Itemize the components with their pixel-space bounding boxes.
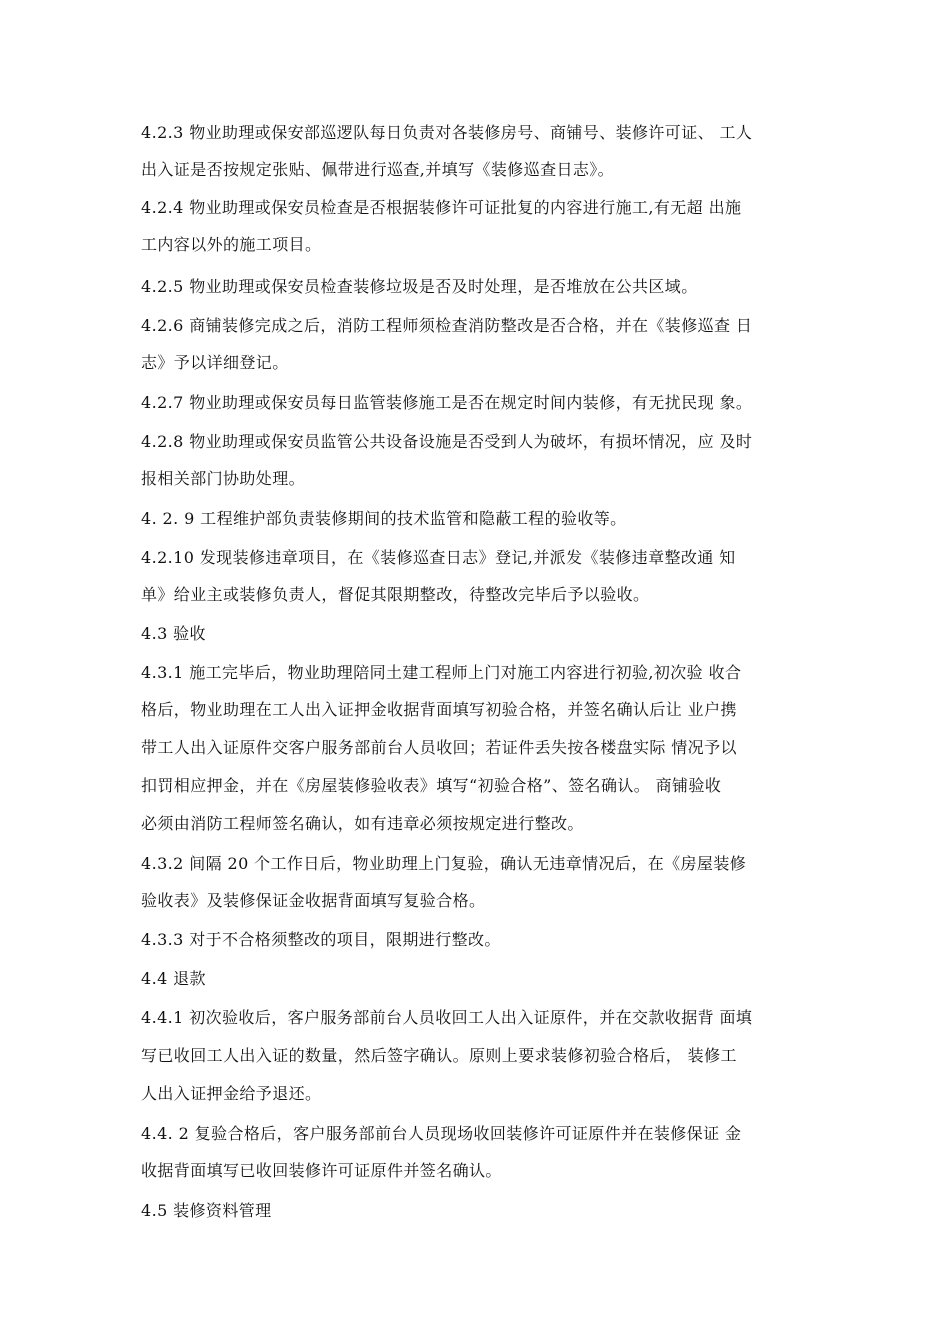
section-heading: 4.5 装修资料管理 (141, 1201, 272, 1220)
text-line: 4.2.4 物业助理或保安员检查是否根据装修许可证批复的内容进行施工,有无超 出施 (141, 198, 742, 217)
text-line: 4.2.6 商铺装修完成之后，消防工程师须检查消防整改是否合格，并在《装修巡查 日 (141, 316, 753, 335)
text-line: 报相关部门协助处理。 (141, 469, 306, 488)
text-line: 志》予以详细登记。 (141, 353, 289, 372)
text-line: 带工人出入证原件交客户服务部前台人员收回；若证件丢失按各楼盘实际 情况予以 (141, 738, 737, 757)
text-line: 4.2.7 物业助理或保安员每日监管装修施工是否在规定时间内装修，有无扰民现 象。 (141, 393, 753, 412)
text-line: 4.2.3 物业助理或保安部巡逻队每日负责对各装修房号、商铺号、装修许可证、 工人 (141, 123, 753, 142)
text-line: 4.3.3 对于不合格须整改的项目，限期进行整改。 (141, 930, 501, 949)
text-line: 4.3.1 施工完毕后，物业助理陪同土建工程师上门对施工内容进行初验,初次验 收合 (141, 663, 742, 682)
text-line: 收据背面填写已收回装修许可证原件并签名确认。 (141, 1161, 502, 1180)
text-line: 工内容以外的施工项目。 (141, 235, 322, 254)
text-line: 格后，物业助理在工人出入证押金收据背面填写初验合格，并签名确认后让 业户携 (141, 700, 737, 719)
text-line: 写已收回工人出入证的数量，然后签字确认。原则上要求装修初验合格后， 装修工 (141, 1046, 737, 1065)
text-line: 人出入证押金给予退还。 (141, 1084, 322, 1103)
section-heading: 4.3 验收 (141, 624, 206, 643)
text-line: 4.2.10 发现装修违章项目，在《装修巡查日志》登记,并派发《装修违章整改通 知 (141, 548, 736, 567)
text-line: 验收表》及装修保证金收据背面填写复验合格。 (141, 891, 486, 910)
section-heading: 4.4 退款 (141, 969, 206, 988)
text-line: 4.3.2 间隔 20 个工作日后，物业助理上门复验，确认无违章情况后，在《房屋装修 (141, 854, 747, 873)
text-line: 4. 2. 9 工程维护部负责装修期间的技术监管和隐蔽工程的验收等。 (141, 509, 627, 528)
text-line: 4.4. 2 复验合格后，客户服务部前台人员现场收回装修许可证原件并在装修保证 金 (141, 1124, 742, 1143)
text-line: 扣罚相应押金，并在《房屋装修验收表》填写“初验合格”、签名确认。 商铺验收 (141, 776, 722, 795)
text-line: 4.2.5 物业助理或保安员检查装修垃圾是否及时处理，是否堆放在公共区域。 (141, 277, 698, 296)
text-line: 4.2.8 物业助理或保安员监管公共设备设施是否受到人为破坏，有损坏情况，应 及时 (141, 432, 753, 451)
text-line: 4.4.1 初次验收后，客户服务部前台人员收回工人出入证原件，并在交款收据背 面填 (141, 1008, 753, 1027)
text-line: 单》给业主或装修负责人，督促其限期整改，待整改完毕后予以验收。 (141, 585, 650, 604)
text-line: 出入证是否按规定张贴、佩带进行巡查,并填写《装修巡查日志》。 (141, 160, 615, 179)
text-line: 必须由消防工程师签名确认，如有违章必须按规定进行整改。 (141, 814, 584, 833)
